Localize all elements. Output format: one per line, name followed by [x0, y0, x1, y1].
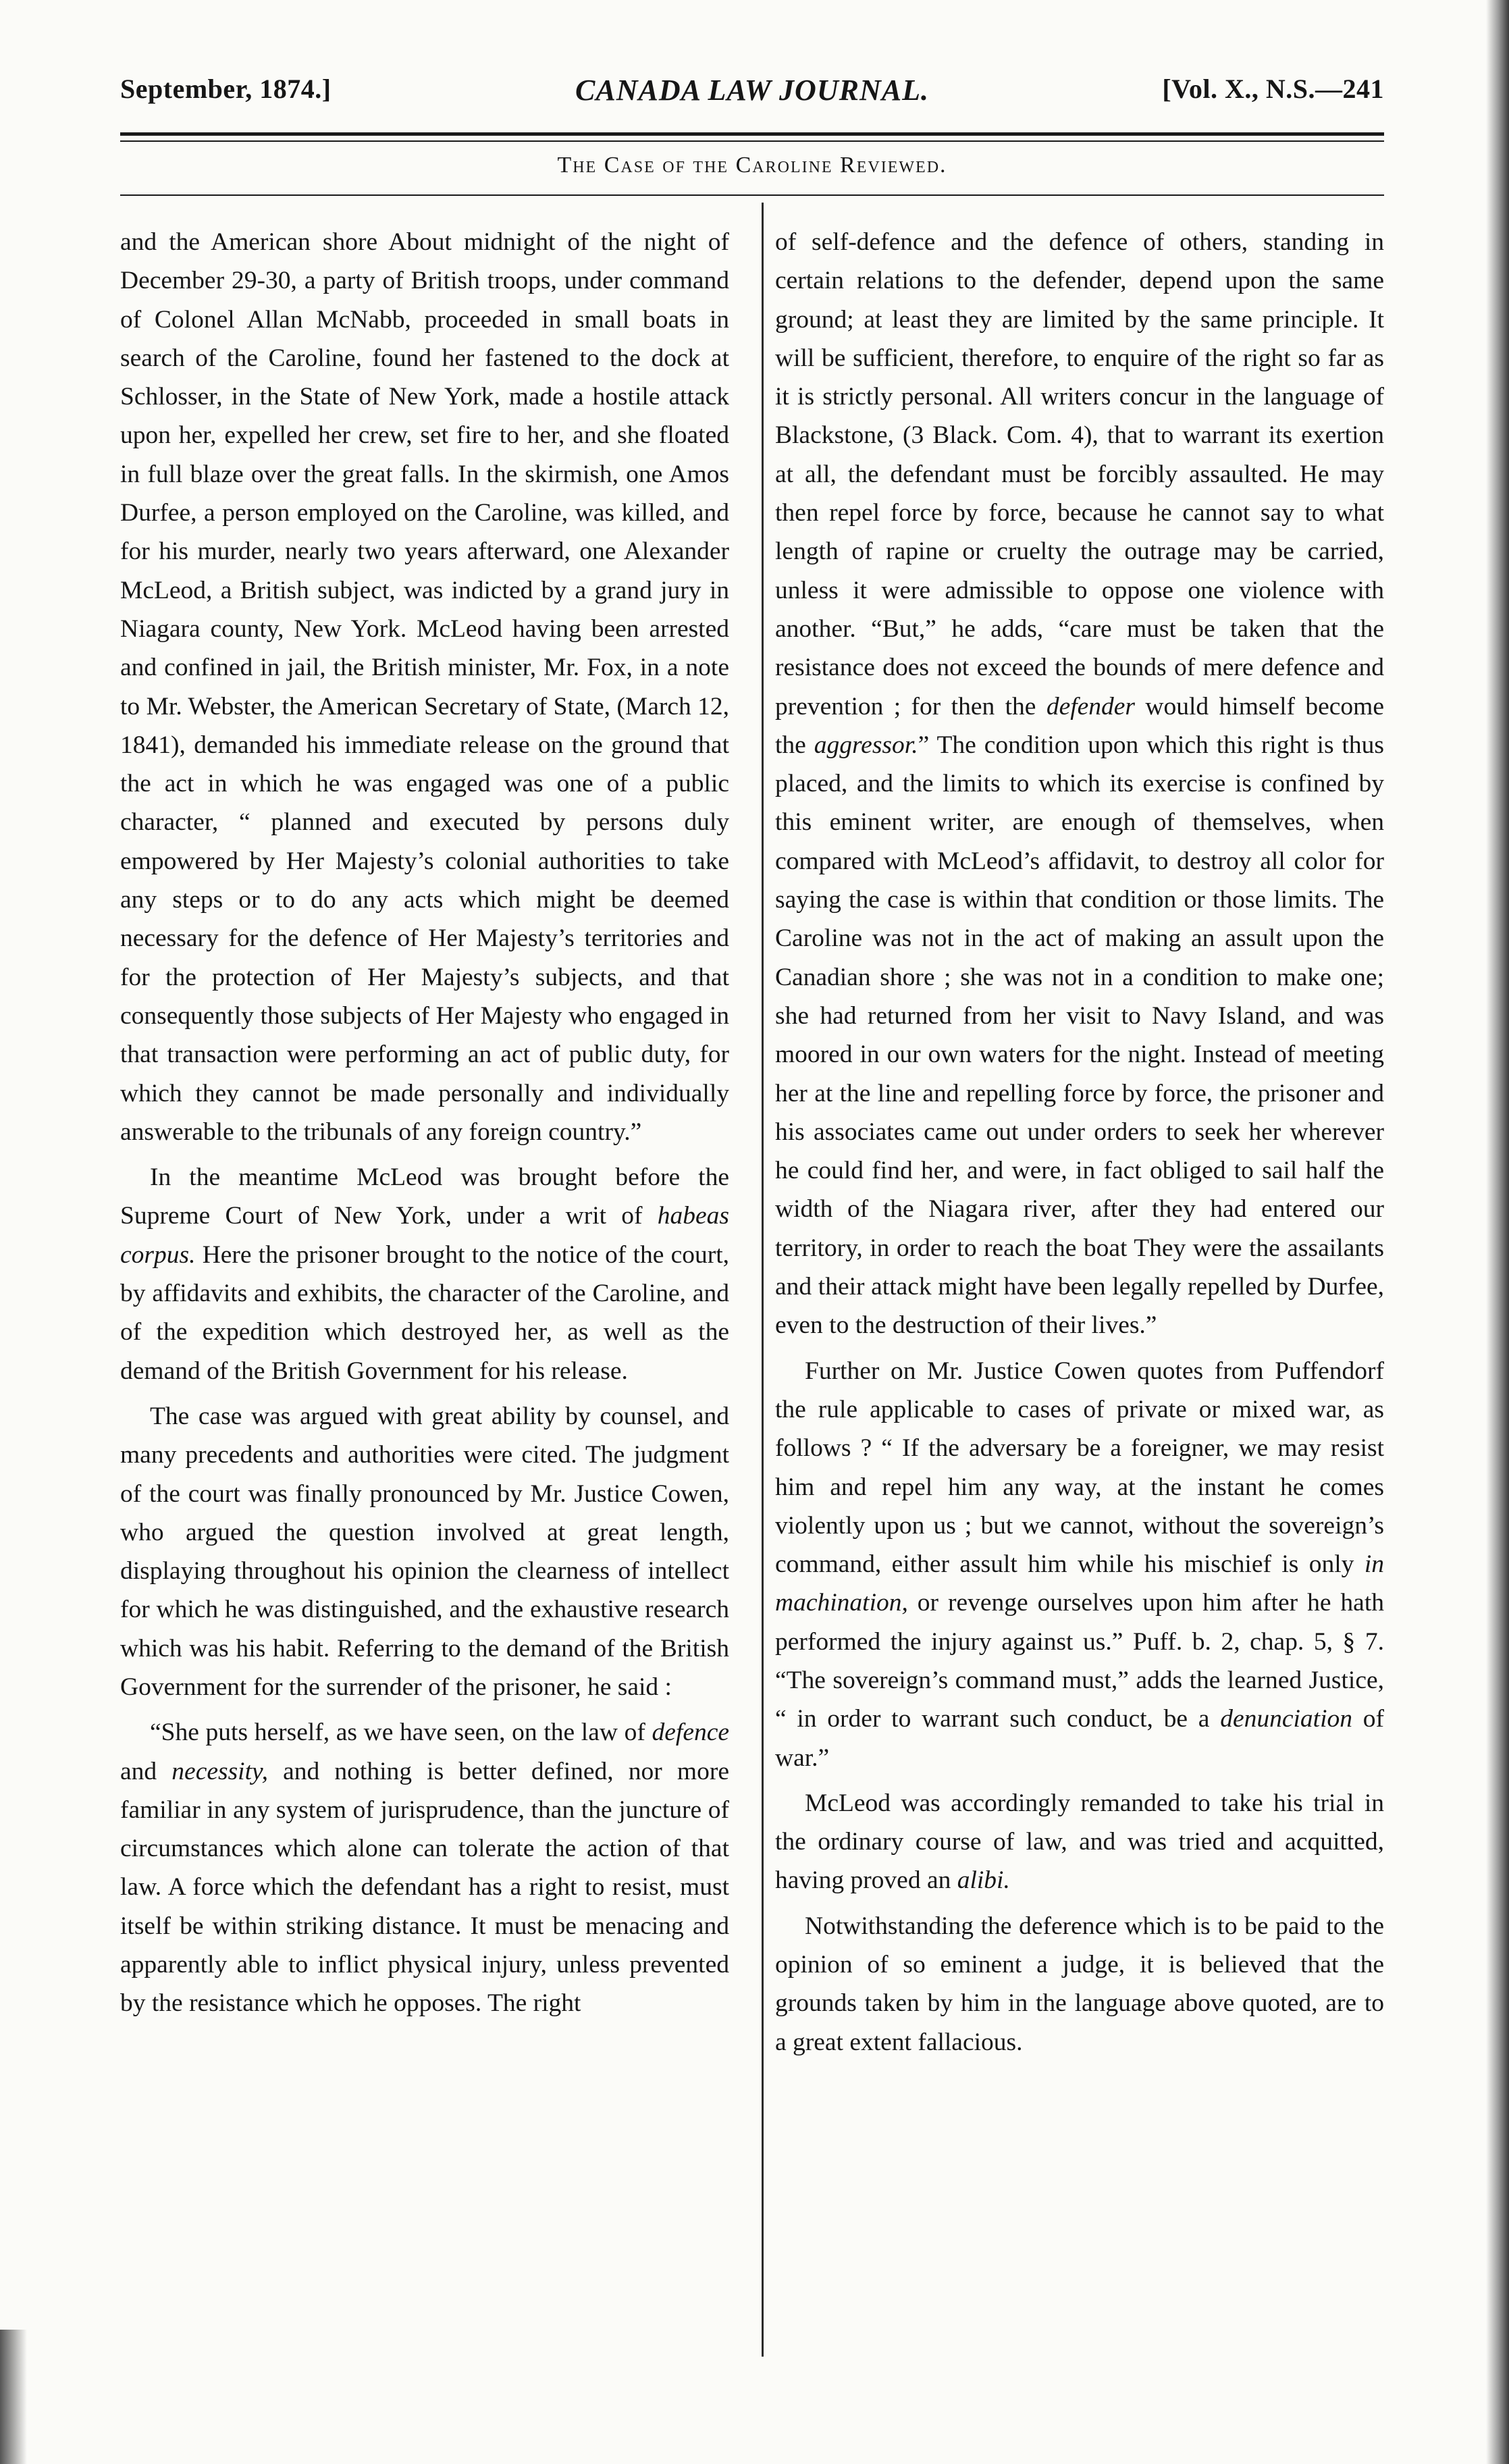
- quotation-paragraph: “She puts herself, as we have seen, on the law of defence and necessity, and nothing is better defined, nor more familiar in any system of jurisprudence, than the juncture of circumstances which alone can tolerate the action of that law. A force which the defendant has a right to resist, must itself be within striking distance. It must be menacing and apparently able to inflict physical injury, unless prevented by the resistance which he opposes. The right: [120, 1719, 729, 2018]
- paragraph: The case was argued with great ability by counsel, and many precedents and authorities were cited. The judgment of the court was finally pronounced by Mr. Justice Cowen, who argued the question involved at great length, displaying throughout his opinion the clearness of intellect for which he was distinguished, and the exhaustive research which was his habit. Referring to the demand of the British Government for the surrender of the prisoner, he said :: [120, 1402, 729, 1701]
- page-corner-shadow: [0, 2330, 27, 2464]
- running-head: [120, 73, 1384, 120]
- paragraph: of self-defence and the defence of others, standing in certain relations to the defender, depend upon the same ground; at least they are limited by the same principle. It will be sufficient, therefore, to enquire of the right so far as it is strictly personal. All writers concur in the language of Blackstone, (3 Black. Com. 4), that to warrant its exertion at all, the defendant must be forcibly assaulted. He may then repel force by force, because he cannot say to what length of rapine or cruelty the outrage may be carried, unless it were admissible to oppose one violence with another. “But,” he adds, “care must be taken that the resistance does not exceed the bounds of mere defence and prevention ; for then the defender would himself become the aggressor.” The condition upon which this right is thus placed, and the limits to which its exercise is confined by this eminent writer, are enough of themselves, when compared with McLeod’s affidavit, to destroy all color for saying the case is within that condition or those limits. The Caroline was not in the act of making an assult upon the Canadian shore ; she was not in a condition to make one; she had returned from her visit to Navy Island, and was moored in our own waters for the night. Instead of meeting her at the line and repelling force by force, the prisoner and his associates came out under orders to seek her wherever he could find her, and were, in fact obliged to sail half the width of the Niagara river, after they had entered our territory, in order to reach the boat They were the assailants and their attack might have been legally repelled by Durfee, even to the destruction of their lives.”: [775, 228, 1384, 1340]
- volume-page-number: [Vol. X., N.S.—241: [1162, 74, 1384, 104]
- paragraph: McLeod was accordingly remanded to take his trial in the ordinary course of law, and was tried and acquitted, having proved an alibi.: [775, 1789, 1384, 1895]
- header-rule-thick: [120, 132, 1384, 136]
- section-title: The Case of the Caroline Reviewed.: [557, 153, 947, 178]
- right-column: [775, 223, 1384, 2068]
- paragraph: and the American shore About midnight of the night of December 29-30, a party of British troops, under command of Colonel Allan McNabb, proceeded in small boats in search of the Caroline, found her fastened to the dock at Schlosser, in the State of New York, made a hostile attack upon her, expelled her crew, set fire to her, and she floated in full blaze over the great falls. In the skirmish, one Amos Durfee, a person employed on the Caroline, was killed, and for his murder, nearly two years afterward, one Alexander McLeod, a British subject, was indicted by a grand jury in Niagara county, New York. McLeod having been arrested and confined in jail, the British minister, Mr. Fox, in a note to Mr. Webster, the American Secretary of State, (March 12, 1841), demanded his immediate release on the ground that the act in which he was engaged was one of a public character, “ planned and executed by persons duly empowered by Her Majesty’s colonial authorities to take any steps or to do any acts which might be deemed necessary for the defence of Her Majesty’s territories and for the protection of Her Majesty’s subjects, and that consequently those subjects of Her Majesty who engaged in that transaction were performing an act of public duty, for which they cannot be made personally and individually answerable to the tribunals of any foreign country.”: [120, 228, 729, 1146]
- column-divider: [762, 203, 764, 2357]
- left-column: [120, 223, 729, 2030]
- paragraph: Further on Mr. Justice Cowen quotes from Puffendorf the rule applicable to cases of private or mixed war, as follows ? “ If the adversary be a foreigner, we may resist him and repel him any way, at the instant he comes violently upon us ; but we cannot, without the sovereign’s command, either assult him while his mischief is only in machination, or revenge ourselves upon him after he hath performed the injury against us.” Puff. b. 2, chap. 5, § 7. “The sovereign’s command must,” adds the learned Justice, “ in order to warrant such conduct, be a denunciation of war.”: [775, 1357, 1384, 1772]
- header-rule-thin: [120, 140, 1384, 142]
- journal-title: CANADA LAW JOURNAL.: [575, 74, 929, 107]
- header-date: September, 1874.]: [120, 74, 332, 104]
- paragraph: In the meantime McLeod was brought before the Supreme Court of New York, under a writ of habeas corpus. Here the prisoner brought to the notice of the court, by affidavits and exhibits, the character of the Caroline, and of the expedition which destroyed her, as well as the demand of the British Government for his release.: [120, 1163, 729, 1385]
- page-edge-shadow: [1486, 0, 1509, 2464]
- paragraph: Notwithstanding the deference which is to be paid to the opinion of so eminent a judge, it is believed that the grounds taken by him in the language above quoted, are to a great extent fallacious.: [775, 1912, 1384, 2056]
- title-rule: [120, 194, 1384, 196]
